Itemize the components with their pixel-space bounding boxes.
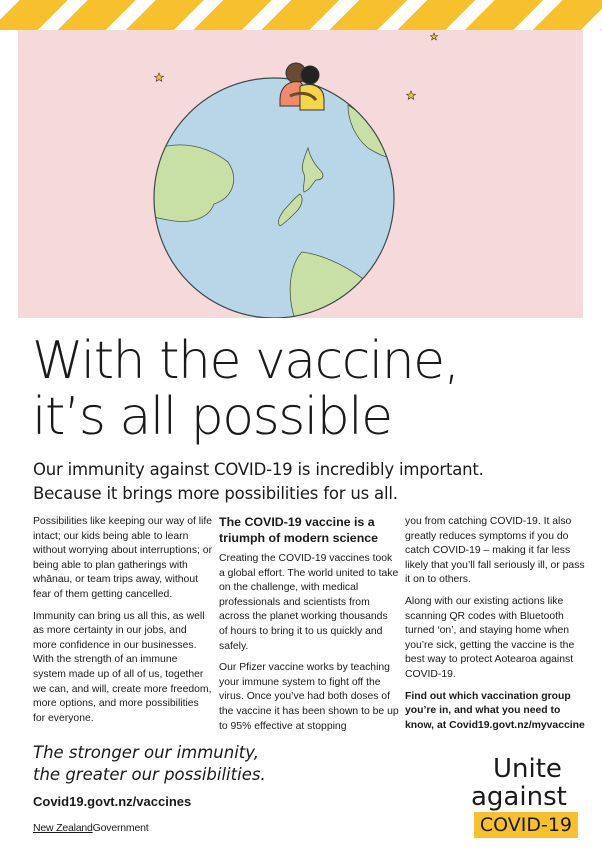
call-to-action[interactable]: Find out which vaccination group you’re in, and what you need to know, at Covid19.govt.nz/myvaccine bbox=[405, 690, 585, 731]
government-logo-text: Government bbox=[92, 822, 149, 834]
star-icon bbox=[430, 33, 437, 40]
tagline bbox=[33, 742, 266, 786]
logo-line-covid: COVID-19 bbox=[474, 812, 578, 838]
globe-illustration bbox=[18, 30, 583, 318]
globe bbox=[148, 78, 404, 318]
headline bbox=[32, 333, 572, 445]
hero-illustration bbox=[18, 30, 583, 318]
unite-against-covid-logo bbox=[468, 755, 578, 838]
body-paragraph: Creating the COVID-19 vaccines took a global effort. The world united to take on the challenge, with medical professionals and scientists from across the planet working thousands of hours to bring it to us quickly and safely. bbox=[219, 553, 399, 652]
logo-line-against: against bbox=[471, 782, 567, 812]
caution-stripe-border bbox=[0, 0, 602, 30]
government-logo-nz: New Zealand bbox=[33, 822, 93, 834]
hugging-people bbox=[280, 63, 324, 110]
body-paragraph: Along with our existing actions like scanning QR codes with Bluetooth turned ‘on’, and staying home when you’re sick, getting the vaccine is the best way to protect Aotearoa against COVID-19. bbox=[405, 595, 575, 680]
headline-line: it’s all possible bbox=[32, 387, 392, 447]
star-icon bbox=[407, 91, 416, 99]
star-icon bbox=[155, 73, 164, 81]
tagline-line: the greater our possibilities. bbox=[33, 765, 266, 784]
body-paragraph: Our Pfizer vaccine works by teaching your immune system to fight off the virus. Once you’ve had both doses of the vaccine it has been shown to be up to 95% effective at stopping bbox=[219, 662, 399, 732]
column-heading: The COVID-19 vaccine is a triumph of modern science bbox=[219, 515, 379, 545]
body-column-3 bbox=[405, 515, 585, 740]
tagline-line: The stronger our immunity, bbox=[33, 743, 259, 762]
body-paragraph: you from catching COVID-19. It also greatly reduces symptoms if you do catch COVID-19 – making it far less likely that you’ll fall seriously ill, or pass it on to others. bbox=[405, 516, 585, 586]
subheading bbox=[33, 458, 578, 506]
logo-line-unite: Unite bbox=[493, 754, 562, 784]
website-link[interactable]: Covid19.govt.nz/vaccines bbox=[33, 794, 192, 809]
subheading-line: Because it brings more possibilities for us all. bbox=[33, 484, 398, 503]
body-column-1 bbox=[33, 515, 213, 733]
body-paragraph: Possibilities like keeping our way of life intact; our kids being able to learn without worrying about interruptions; or being able to plan gatherings with whānau, or team trips away, without fear of them getting cancelled. bbox=[33, 516, 213, 600]
body-column-2 bbox=[219, 515, 399, 741]
subheading-line: Our immunity against COVID-19 is incredibly important. bbox=[33, 460, 484, 479]
headline-line: With the vaccine, bbox=[32, 331, 459, 391]
body-paragraph: Immunity can bring us all this, as well as more certainty in our jobs, and more confidence in our businesses. With the strength of an immune system made up of all of us, together we can, and will, create more freedom, more options, and more possibilities for everyone. bbox=[33, 610, 212, 724]
government-logo bbox=[33, 822, 148, 834]
